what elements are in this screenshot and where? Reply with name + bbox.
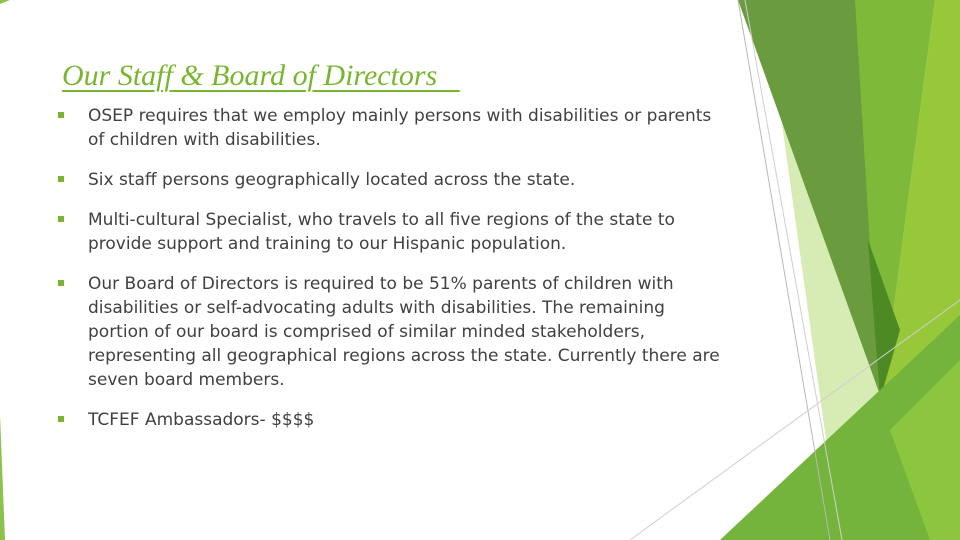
bullet-text: Our Board of Directors is required to be 51% parents of children with disabilities or self-advocating adults with disabilities. The remaining portion of our board is comprised of similar minded stakeholders, representing all geographical regions across the state. Currently there are seven board members. <box>88 274 720 390</box>
bullet-text: Multi-cultural Specialist, who travels to all five regions of the state to provide support and training to our Hispanic population. <box>88 210 675 254</box>
square-bullet-icon <box>58 176 64 182</box>
square-bullet-icon <box>58 112 64 118</box>
slide-title: Our Staff & Board of Directors <box>62 59 460 92</box>
square-bullet-icon <box>58 216 64 222</box>
list-item <box>58 272 728 392</box>
list-item <box>58 208 728 256</box>
left-edge-lower-shape <box>0 415 5 540</box>
square-bullet-icon <box>58 280 64 286</box>
bullet-list <box>58 104 728 448</box>
list-item <box>58 104 728 152</box>
left-edge-shape <box>0 0 10 4</box>
list-item <box>58 168 728 192</box>
bullet-text: Six staff persons geographically located across the state. <box>88 170 576 190</box>
square-bullet-icon <box>58 416 64 422</box>
bullet-text: OSEP requires that we employ mainly persons with disabilities or parents of children with disabilities. <box>88 106 712 150</box>
list-item <box>58 408 728 432</box>
bullet-text: TCFEF Ambassadors- $$$$ <box>88 410 315 430</box>
